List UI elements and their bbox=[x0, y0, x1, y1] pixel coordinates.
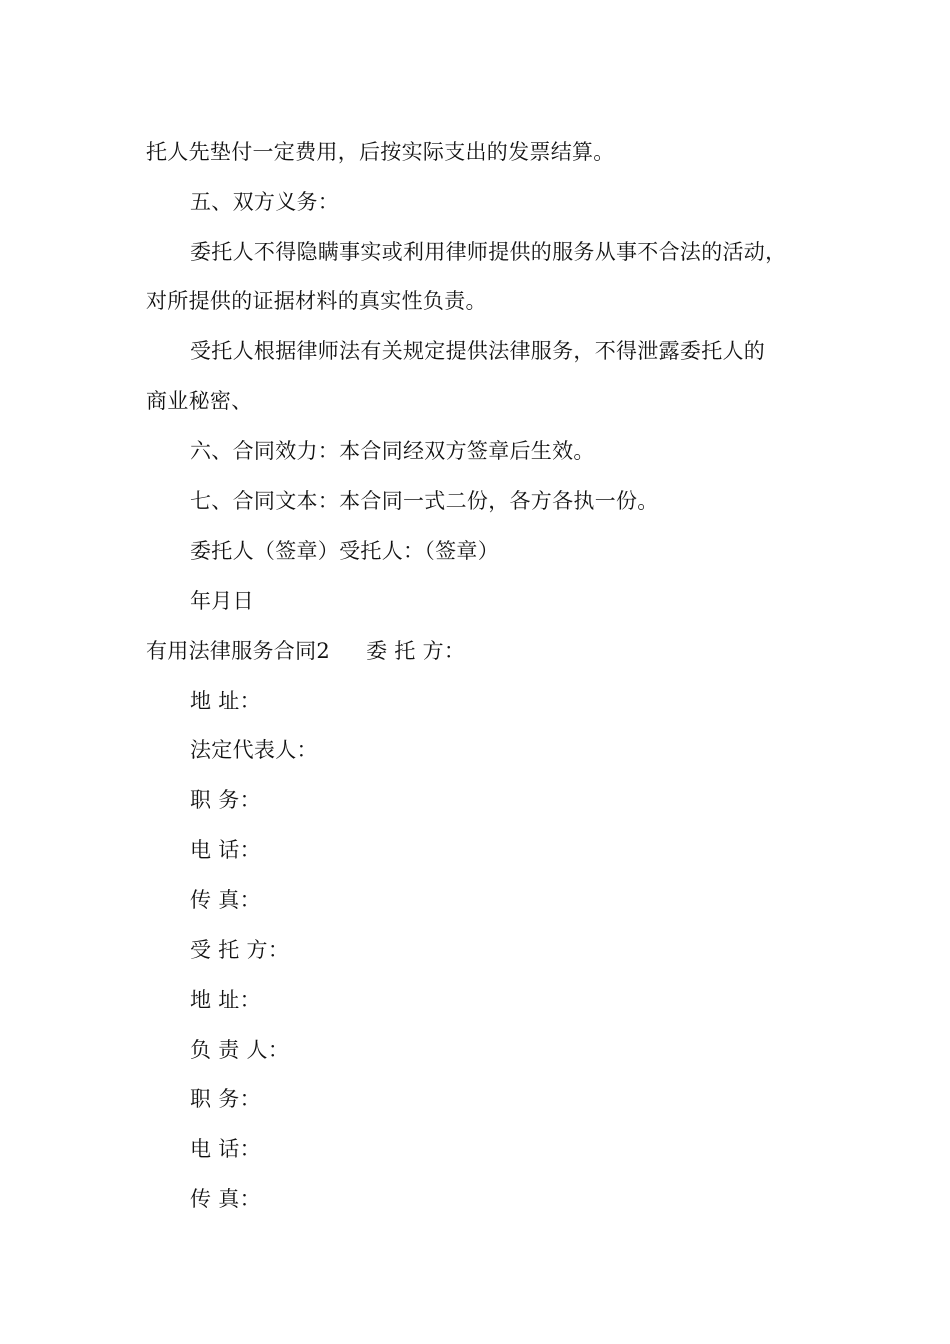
field-fax: 传 真： bbox=[190, 888, 261, 912]
paragraph-line: 委托人不得隐瞒事实或利用律师提供的服务从事不合法的活动， bbox=[190, 240, 787, 264]
section-title-row bbox=[146, 637, 465, 665]
heading-duties: 五、双方义务： bbox=[190, 190, 340, 214]
field-phone: 电 话： bbox=[190, 1137, 261, 1161]
clause-text-copies: 七、合同文本：本合同一式二份，各方各执一份。 bbox=[190, 489, 659, 513]
field-legal-representative: 法定代表人： bbox=[190, 738, 318, 762]
section-title: 有用法律服务合同2 bbox=[146, 639, 331, 663]
date-line: 年月日 bbox=[190, 589, 254, 613]
field-position: 职 务： bbox=[190, 1087, 261, 1111]
paragraph-line: 对所提供的证据材料的真实性负责。 bbox=[146, 289, 487, 313]
paragraph-line: 托人先垫付一定费用，后按实际支出的发票结算。 bbox=[146, 140, 615, 164]
signature-line: 委托人（签章）受托人：（签章） bbox=[190, 539, 499, 563]
field-client: 委 托 方： bbox=[366, 639, 466, 663]
field-address: 地 址： bbox=[190, 689, 261, 713]
clause-validity: 六、合同效力：本合同经双方签章后生效。 bbox=[190, 439, 595, 463]
field-position: 职 务： bbox=[190, 788, 261, 812]
field-address: 地 址： bbox=[190, 988, 261, 1012]
field-person-in-charge: 负 责 人： bbox=[190, 1038, 290, 1062]
field-fax: 传 真： bbox=[190, 1187, 261, 1211]
paragraph-line: 商业秘密、 bbox=[146, 389, 253, 413]
field-trustee: 受 托 方： bbox=[190, 938, 290, 962]
field-phone: 电 话： bbox=[190, 838, 261, 862]
paragraph-line: 受托人根据律师法有关规定提供法律服务，不得泄露委托人的 bbox=[190, 339, 766, 363]
